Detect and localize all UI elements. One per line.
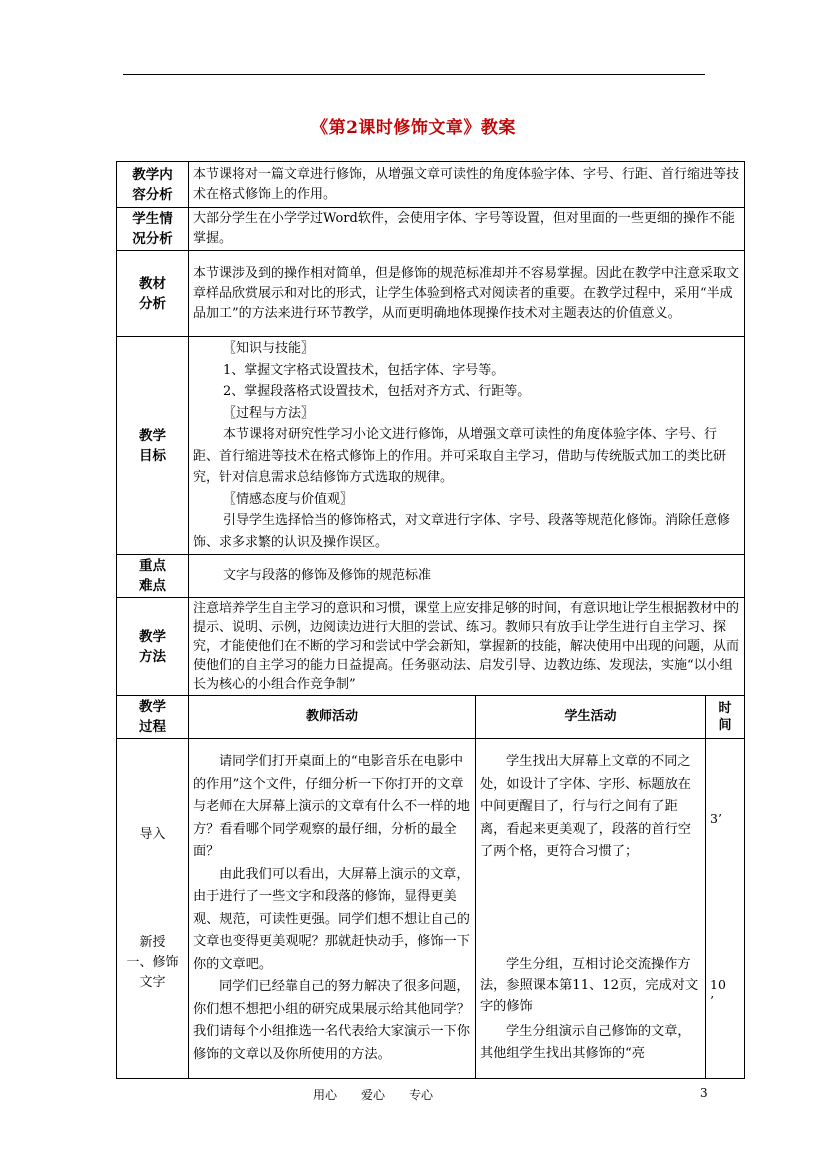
key-points-text: 文字与段落的修饰及修饰的规范标准 <box>189 555 745 598</box>
content-analysis-text: 本节课将对一篇文章进行修饰，从增强文章可读性的角度体验字体、字号、行距、首行缩进等技术在格式修饰上的作用。 <box>189 162 745 208</box>
process-heading: 〖过程与方法〗 <box>223 405 315 421</box>
teacher-paragraph-2: 由此我们可以看出，大屏幕上演示的文章，由于进行了一些文字和段落的修饰，显得更美观、规范，可读性更强。同学们想不想让自己的文章也变得更美观呢？那就赶快动手，修饰一下你的文章吧。 <box>193 866 470 972</box>
footer-motto: 用心 爱心 专心 <box>313 1088 434 1102</box>
stages-cell <box>117 739 189 1079</box>
student-paragraph-3: 学生分组演示自己修饰的文章，其他组学生找出其修饰的“亮 <box>480 1023 691 1062</box>
teacher-activity-cell <box>189 739 476 1079</box>
header-time: 时 间 <box>706 696 745 739</box>
row-process-header <box>117 696 745 739</box>
lesson-plan-table <box>116 161 745 1079</box>
row-textbook-analysis <box>117 251 745 337</box>
header-rule <box>123 74 705 75</box>
teacher-paragraph-3: 同学们已经靠自己的努力解决了很多问题，你们想不想把小组的研究成果展示给其他同学？我们请每个小组推选一名代表给大家演示一下你修饰的文章以及你所使用的方法。 <box>193 979 470 1062</box>
header-student-activity: 学生活动 <box>476 696 706 739</box>
textbook-analysis-text: 本节课涉及到的操作相对简单，但是修饰的规范标准却并不容易掌握。因此在教学中注意采取文章样品欣赏展示和对比的形式，让学生体验到格式对阅读者的重要。在教学过程中，采用“半成品加工”的方法来进行环节教学，从而更明确地体现操作技术对主题表达的价值意义。 <box>189 251 745 337</box>
label-student-analysis: 学生情 况分析 <box>117 208 189 251</box>
time-cell <box>706 739 745 1079</box>
label-textbook-analysis: 教材 分析 <box>117 251 189 337</box>
student-activity-cell <box>476 739 706 1079</box>
knowledge-item-1: 1、掌握文字格式设置技术，包括字体、字号等。 <box>223 362 505 378</box>
student-paragraph-2: 学生分组，互相讨论交流操作方法，参照课本第11、12页，完成对文字的修饰 <box>480 956 699 1014</box>
time-new-lesson: 10 ’ <box>710 976 726 1008</box>
row-student-analysis <box>117 208 745 251</box>
stage-intro: 导入 <box>139 826 166 842</box>
process-text: 本节课将对研究性学习小论文进行修饰，从增强文章可读性的角度体验字体、字号、行距、首行缩进等技术在格式修饰上的作用。并可采取自主学习，借助与传统版式加工的类比研究，针对信息需求总结修饰方式选取的规律。 <box>193 427 727 485</box>
row-content-analysis <box>117 162 745 208</box>
label-key-points: 重点 难点 <box>117 555 189 598</box>
emotion-heading: 〖情感态度与价值观〗 <box>223 491 354 507</box>
row-key-points <box>117 555 745 598</box>
emotion-text: 引导学生选择恰当的修饰格式，对文章进行字体、字号、段落等规范化修饰。消除任意修饰、求多求繁的认识及操作误区。 <box>193 513 731 550</box>
student-paragraph-1: 学生找出大屏幕上文章的不同之处，如设计了字体、字形、标题放在中间更醒目了，行与行之间有了距离，看起来更美观了，段落的首行空了两个格，更符合习惯了； <box>480 754 691 860</box>
header-teacher-activity: 教师活动 <box>189 696 476 739</box>
methods-text: 注意培养学生自主学习的意识和习惯，课堂上应安排足够的时间，有意识地让学生根据教材中的提示、说明、示例，边阅读边进行大胆的尝试、练习。教师只有放手让学生进行自主学习、探究，才能使他们在不断的学习和尝试中学会新知，掌握新的技能，解决使用中出现的问题，从而使他们的自主学习的能力日益提高。任务驱动法、启发引导、边教边练、发现法，实施“以小组长为核心的小组合作竞争制” <box>189 598 745 696</box>
row-process-body <box>117 739 745 1079</box>
label-objectives: 教学 目标 <box>117 337 189 555</box>
page-number: 3 <box>700 1086 708 1100</box>
label-methods: 教学 方法 <box>117 598 189 696</box>
knowledge-item-2: 2、掌握段落格式设置技术，包括对齐方式、行距等。 <box>223 384 531 399</box>
label-content-analysis: 教学内 容分析 <box>117 162 189 208</box>
row-objectives <box>117 337 745 555</box>
label-process: 教学 过程 <box>117 696 189 739</box>
teacher-paragraph-1: 请同学们打开桌面上的“电影音乐在电影中的作用”这个文件，仔细分析一下你打开的文章与老师在大屏幕上演示的文章有什么不一样的地方？看看哪个同学观察的最仔细，分析的最全面？ <box>193 754 470 859</box>
student-analysis-text: 大部分学生在小学学过Word软件，会使用字体、字号等设置，但对里面的一些更细的操作不能掌握。 <box>189 208 745 251</box>
stage-new-lesson: 新授 一、修饰 文字 <box>126 934 179 990</box>
knowledge-heading: 〖知识与技能〗 <box>223 341 315 356</box>
document-title: 《第2课时修饰文章》教案 <box>311 118 516 138</box>
row-methods <box>117 598 745 696</box>
objectives-text <box>189 337 745 555</box>
time-intro: 3’ <box>710 810 722 826</box>
